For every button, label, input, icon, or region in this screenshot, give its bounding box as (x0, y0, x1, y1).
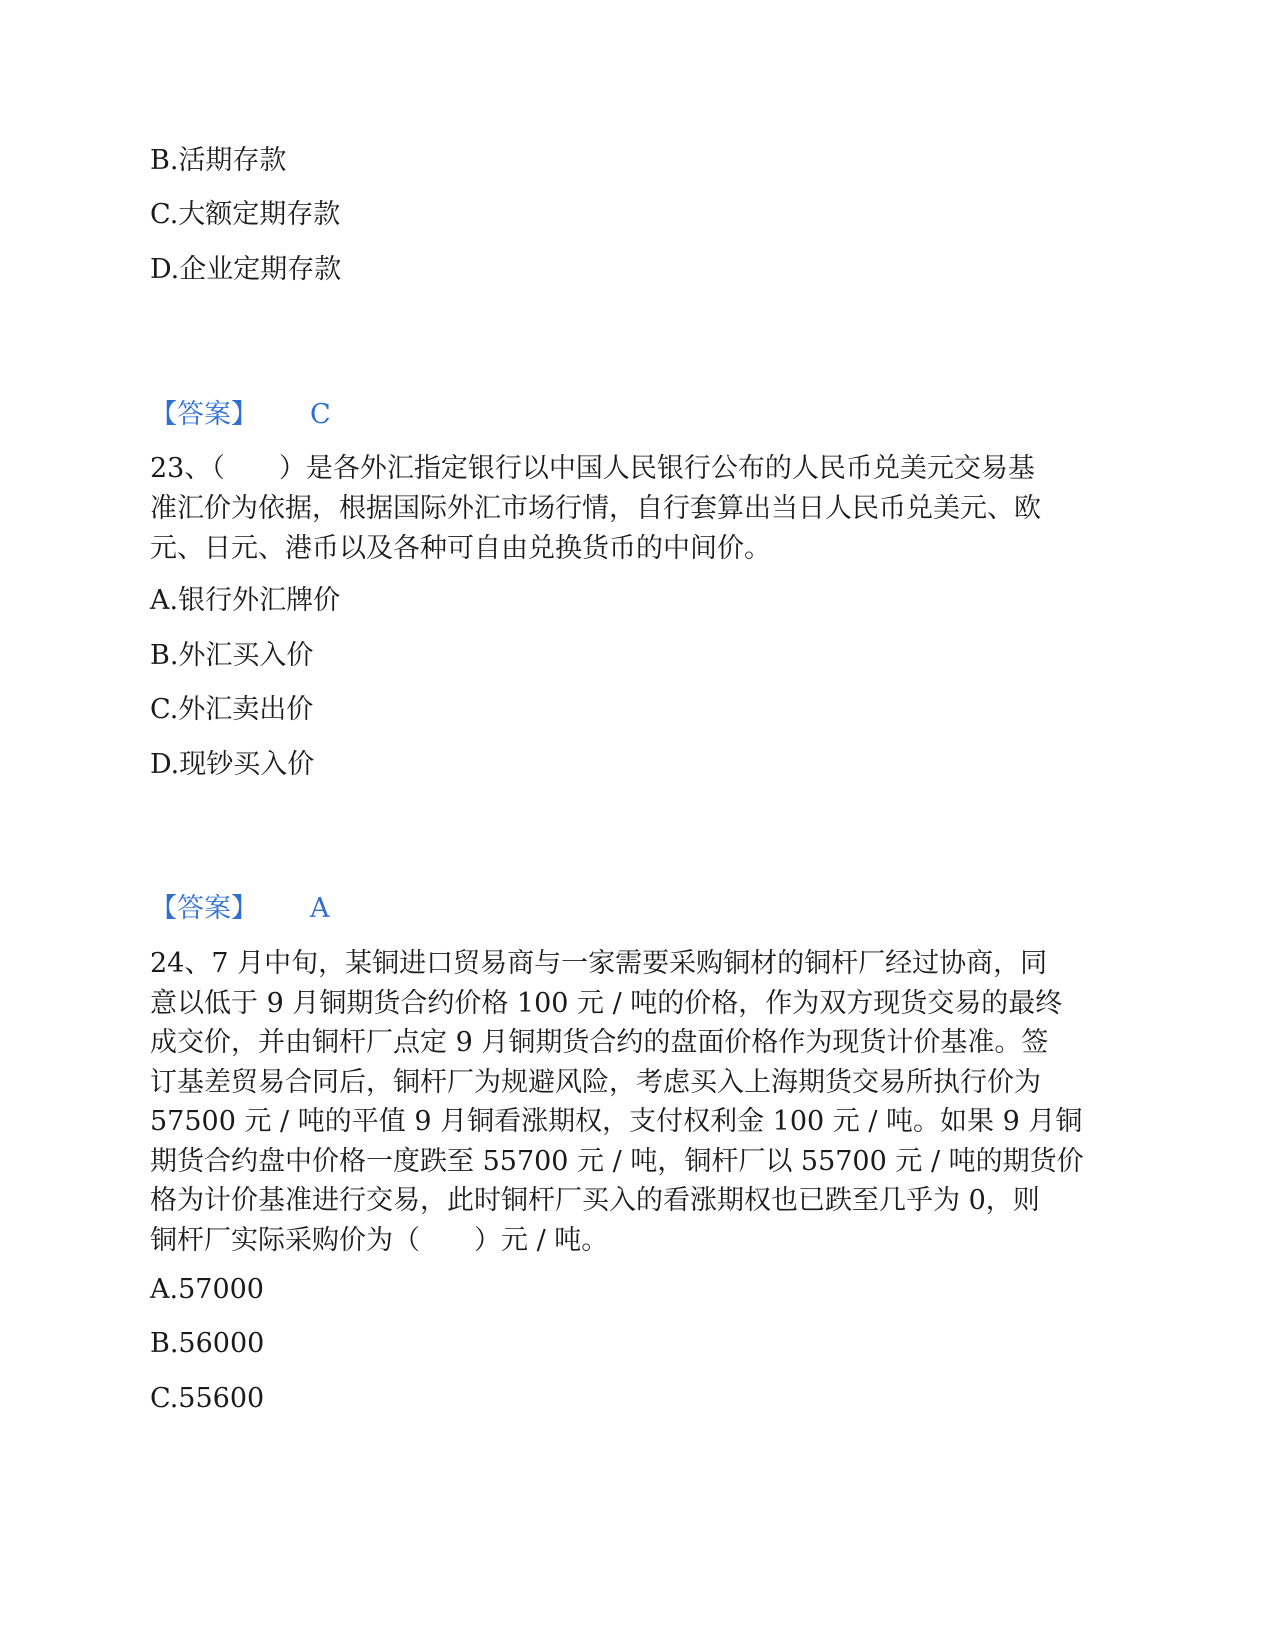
q24-stem-line: 铜杆厂实际采购价为（ ）元 / 吨。 (150, 1224, 609, 1256)
q23-option-c: C.外汇卖出价 (150, 694, 314, 725)
q23-stem-line: 元、日元、港币以及各种可自由兑换货币的中间价。 (150, 533, 771, 564)
answer-tag: 【答案】 (150, 399, 258, 430)
q24-option-a: A.57000 (150, 1274, 264, 1305)
q22-option-c: C.大额定期存款 (150, 199, 341, 230)
answer-value: C (310, 399, 331, 430)
q23-answer (150, 889, 330, 929)
answer-value: A (310, 893, 330, 924)
q23-stem-line: 23、（ ）是各外汇指定银行以中国人民银行公布的人民币兑美元交易基 (150, 453, 1035, 484)
q23-option-d: D.现钞买入价 (150, 749, 315, 780)
q24-stem-line: 57500 元 / 吨的平值 9 月铜看涨期权，支付权利金 100 元 / 吨。如果 9 月铜 (150, 1106, 1083, 1137)
q24-stem (150, 944, 1120, 1260)
q22-option-d: D.企业定期存款 (150, 254, 342, 285)
q22-answer (150, 395, 331, 435)
q24-stem-line: 订基差贸易合同后，铜杆厂为规避风险，考虑买入上海期货交易所执行价为 (150, 1066, 1041, 1098)
q24-stem-line: 意以低于 9 月铜期货合约价格 100 元 / 吨的价格，作为双方现货交易的最终 (150, 987, 1063, 1019)
q24-stem-line: 格为计价基准进行交易，此时铜杆厂买入的看涨期权也已跌至几乎为 0，则 (150, 1185, 1040, 1216)
q23-option-a: A.银行外汇牌价 (150, 585, 341, 616)
q24-option-b: B.56000 (150, 1328, 265, 1359)
q23-stem (150, 449, 1120, 569)
q24-stem-line: 期货合约盘中价格一度跌至 55700 元 / 吨，铜杆厂以 55700 元 / 吨的期货价 (150, 1145, 1084, 1177)
q24-option-c: C.55600 (150, 1383, 265, 1414)
q22-option-b: B.活期存款 (150, 145, 287, 176)
q24-stem-line: 24、7 月中旬，某铜进口贸易商与一家需要采购铜材的铜杆厂经过协商，同 (150, 948, 1048, 979)
answer-tag: 【答案】 (150, 893, 258, 924)
q24-stem-line: 成交价，并由铜杆厂点定 9 月铜期货合约的盘面价格作为现货计价基准。签 (150, 1027, 1049, 1058)
q23-option-b: B.外汇买入价 (150, 640, 314, 671)
q23-stem-line: 准汇价为依据，根据国际外汇市场行情，自行套算出当日人民币兑美元、欧 (150, 493, 1041, 524)
